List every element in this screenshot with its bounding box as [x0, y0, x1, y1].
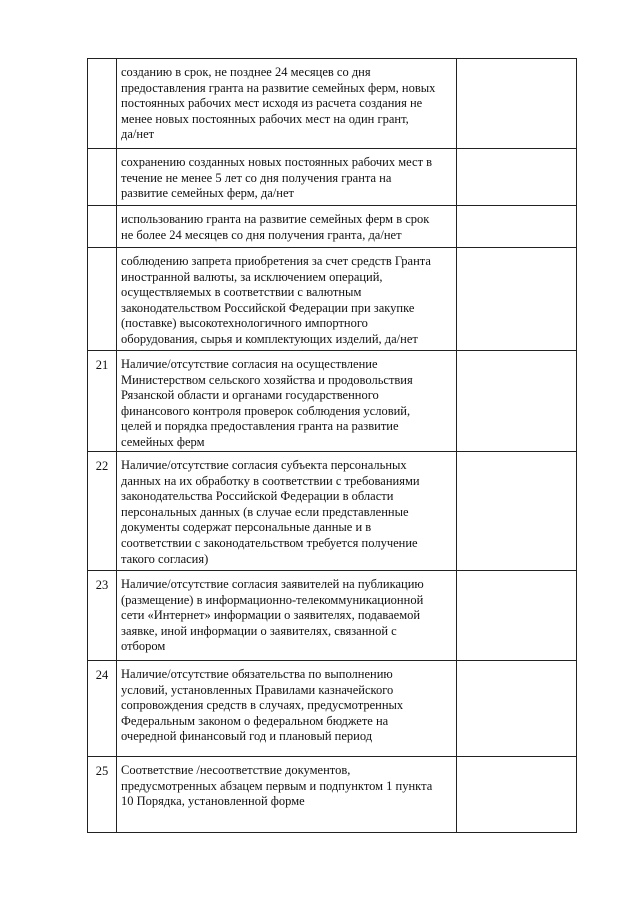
row-value-cell — [457, 206, 577, 248]
row-number — [88, 149, 117, 206]
row-number — [88, 206, 117, 248]
row-number: 25 — [88, 757, 117, 833]
row-number: 23 — [88, 571, 117, 661]
row-value-cell — [457, 452, 577, 571]
row-number — [88, 248, 117, 351]
row-criterion-text: Соответствие /несоответствие документов, предусмотренных абзацем первым и подпунктом 1 пункта 10 Порядка, установленной форме — [117, 757, 457, 833]
table-row — [88, 571, 577, 661]
table-row — [88, 757, 577, 833]
row-value-cell — [457, 571, 577, 661]
table-row — [88, 452, 577, 571]
row-number: 21 — [88, 351, 117, 452]
table-row — [88, 59, 577, 149]
row-criterion-text: Наличие/отсутствие согласия субъекта персональных данных на их обработку в соответствии с требованиями законодательства Российской Федерации в области персональных данных (в случае если представленные документы содержат персональные данные и в соответствии с законодательством требуется получение такого согласия) — [117, 452, 457, 571]
table-row — [88, 248, 577, 351]
row-value-cell — [457, 351, 577, 452]
row-criterion-text: Наличие/отсутствие обязательства по выполнению условий, установленных Правилами казначейского сопровождения средств в случаях, предусмотренных Федеральным законом о федеральном бюджете на очередной финансовый год и плановый период — [117, 661, 457, 757]
row-criterion-text: соблюдению запрета приобретения за счет средств Гранта иностранной валюты, за исключением операций, осуществляемых в соответствии с валютным законодательством Российской Федерации при закупке (поставке) высокотехнологичного импортного оборудования, сырья и комплектующих изделий, да/нет — [117, 248, 457, 351]
row-criterion-text: Наличие/отсутствие согласия заявителей на публикацию (размещение) в информационно-телекоммуникационной сети «Интернет» информации о заявителях, подаваемой заявке, иной информации о заявителях, связанной с отбором — [117, 571, 457, 661]
checklist-table — [87, 58, 577, 833]
table-row — [88, 206, 577, 248]
row-number: 24 — [88, 661, 117, 757]
row-criterion-text: Наличие/отсутствие согласия на осуществление Министерством сельского хозяйства и продовольствия Рязанской области и органами государственного финансового контроля проверок соблюдения условий, целей и порядка предоставления гранта на развитие семейных ферм — [117, 351, 457, 452]
row-value-cell — [457, 59, 577, 149]
table-row — [88, 149, 577, 206]
row-criterion-text: созданию в срок, не позднее 24 месяцев со дня предоставления гранта на развитие семейных ферм, новых постоянных рабочих мест исходя из расчета создания не менее новых постоянных рабочих мест на один грант, да/нет — [117, 59, 457, 149]
row-number: 22 — [88, 452, 117, 571]
table-row — [88, 661, 577, 757]
table-row — [88, 351, 577, 452]
row-criterion-text: сохранению созданных новых постоянных рабочих мест в течение не менее 5 лет со дня получения гранта на развитие семейных ферм, да/нет — [117, 149, 457, 206]
row-value-cell — [457, 661, 577, 757]
row-criterion-text: использованию гранта на развитие семейных ферм в срок не более 24 месяцев со дня получения гранта, да/нет — [117, 206, 457, 248]
row-value-cell — [457, 757, 577, 833]
row-value-cell — [457, 248, 577, 351]
row-number — [88, 59, 117, 149]
row-value-cell — [457, 149, 577, 206]
